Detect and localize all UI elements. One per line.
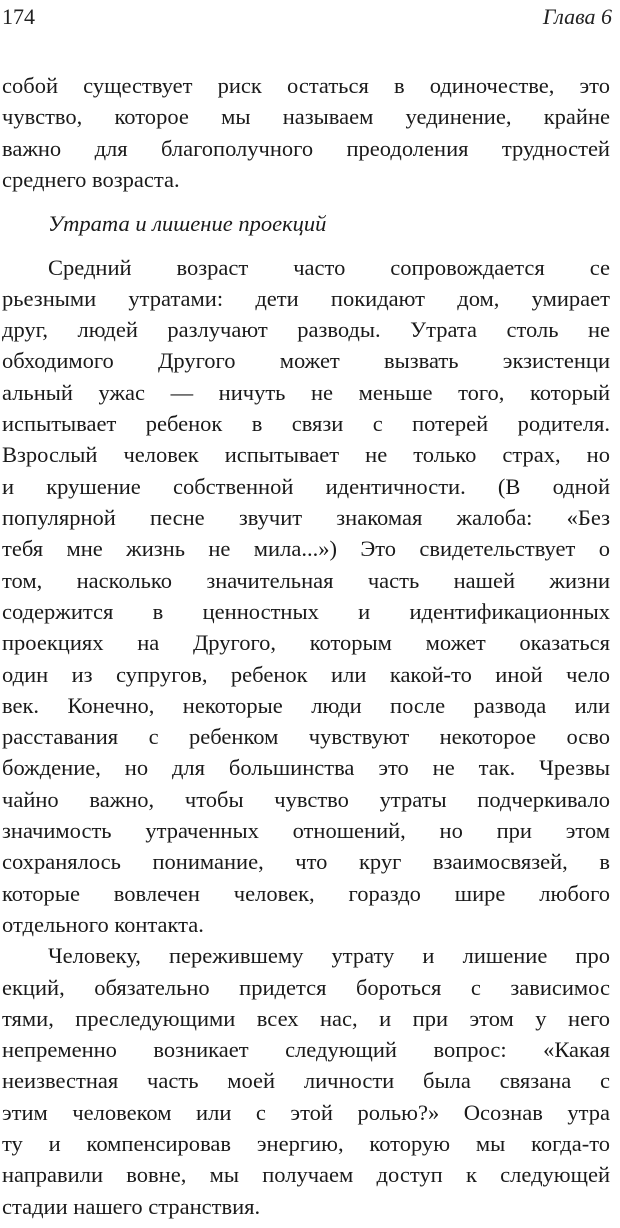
- text-line: Средний возраст часто сопровождается се: [48, 254, 610, 280]
- text-line: тями, преследующими всех нас, и при этом у него: [2, 1005, 610, 1031]
- text-line: бождение, но для большинства это не так. Чрезвы: [2, 755, 610, 781]
- chapter-title: Глава 6: [542, 4, 612, 29]
- text-line: стадии нашего странствия.: [2, 1193, 261, 1219]
- text-line: собой существует риск остаться в одиночестве, это: [2, 73, 610, 98]
- text-line: век. Конечно, некоторые люди после развода или: [2, 692, 610, 718]
- text-line: неизвестная часть моей личности была связана с: [2, 1068, 610, 1094]
- text-line: сохранялось понимание, что круг взаимосвязей, в: [2, 849, 610, 875]
- text-line: популярной песне звучит знакомая жалоба: «Без: [2, 505, 610, 530]
- text-line: чувство, которое мы называем уединение, крайне: [2, 104, 610, 130]
- text-line: среднего возраста.: [2, 166, 180, 192]
- text-line: тебя мне жизнь не мила...») Это свидетельствует о: [2, 536, 610, 562]
- text-line: непременно возникает следующий вопрос: «Какая: [2, 1037, 610, 1063]
- text-line: проекциях на Другого, которым может оказаться: [2, 630, 610, 656]
- text-line: Взрослый человек испытывает не только страх, но: [2, 442, 610, 468]
- text-line: екций, обязательно придется бороться с зависимос: [2, 974, 610, 1000]
- running-header: [2, 2, 612, 32]
- page-number: 174: [2, 4, 35, 29]
- text-line: рьезными утратами: дети покидают дом, умирает: [2, 285, 610, 311]
- text-line: испытывает ребенок в связи с потерей родителя.: [2, 411, 610, 437]
- text-line: альный ужас — ничуть не меньше того, который: [2, 379, 610, 405]
- text-line: расставания с ребенком чувствуют некоторое осво: [2, 724, 610, 750]
- text-line: этим человеком или с этой ролью?» Осознав утра: [2, 1099, 610, 1125]
- text-line: ту и компенсировав энергию, которую мы когда-то: [2, 1131, 610, 1157]
- section-heading: Утрата и лишение проекций: [48, 210, 327, 236]
- text-line: содержится в ценностных и идентификационных: [2, 598, 610, 624]
- text-line: обходимого Другого может вызвать экзистенци: [2, 348, 610, 374]
- text-line: которые вовлечен человек, гораздо шире любого: [2, 880, 610, 906]
- text-line: значимость утраченных отношений, но при этом: [2, 818, 610, 844]
- text-line: отдельного контакта.: [2, 911, 204, 937]
- text-line: том, насколько значительная часть нашей жизни: [2, 567, 610, 593]
- text-line: Человеку, пережившему утрату и лишение про: [48, 943, 610, 969]
- text-line: чайно важно, чтобы чувство утраты подчеркивало: [2, 786, 610, 812]
- text-line: и крушение собственной идентичности. (В одной: [2, 473, 610, 499]
- text-line: направили вовне, мы получаем доступ к следующей: [2, 1162, 610, 1188]
- text-line: важно для благополучного преодоления трудностей: [2, 135, 610, 161]
- text-line: один из супругов, ребенок или какой-то иной чело: [2, 661, 610, 687]
- text-line: друг, людей разлучают разводы. Утрата столь не: [2, 317, 610, 343]
